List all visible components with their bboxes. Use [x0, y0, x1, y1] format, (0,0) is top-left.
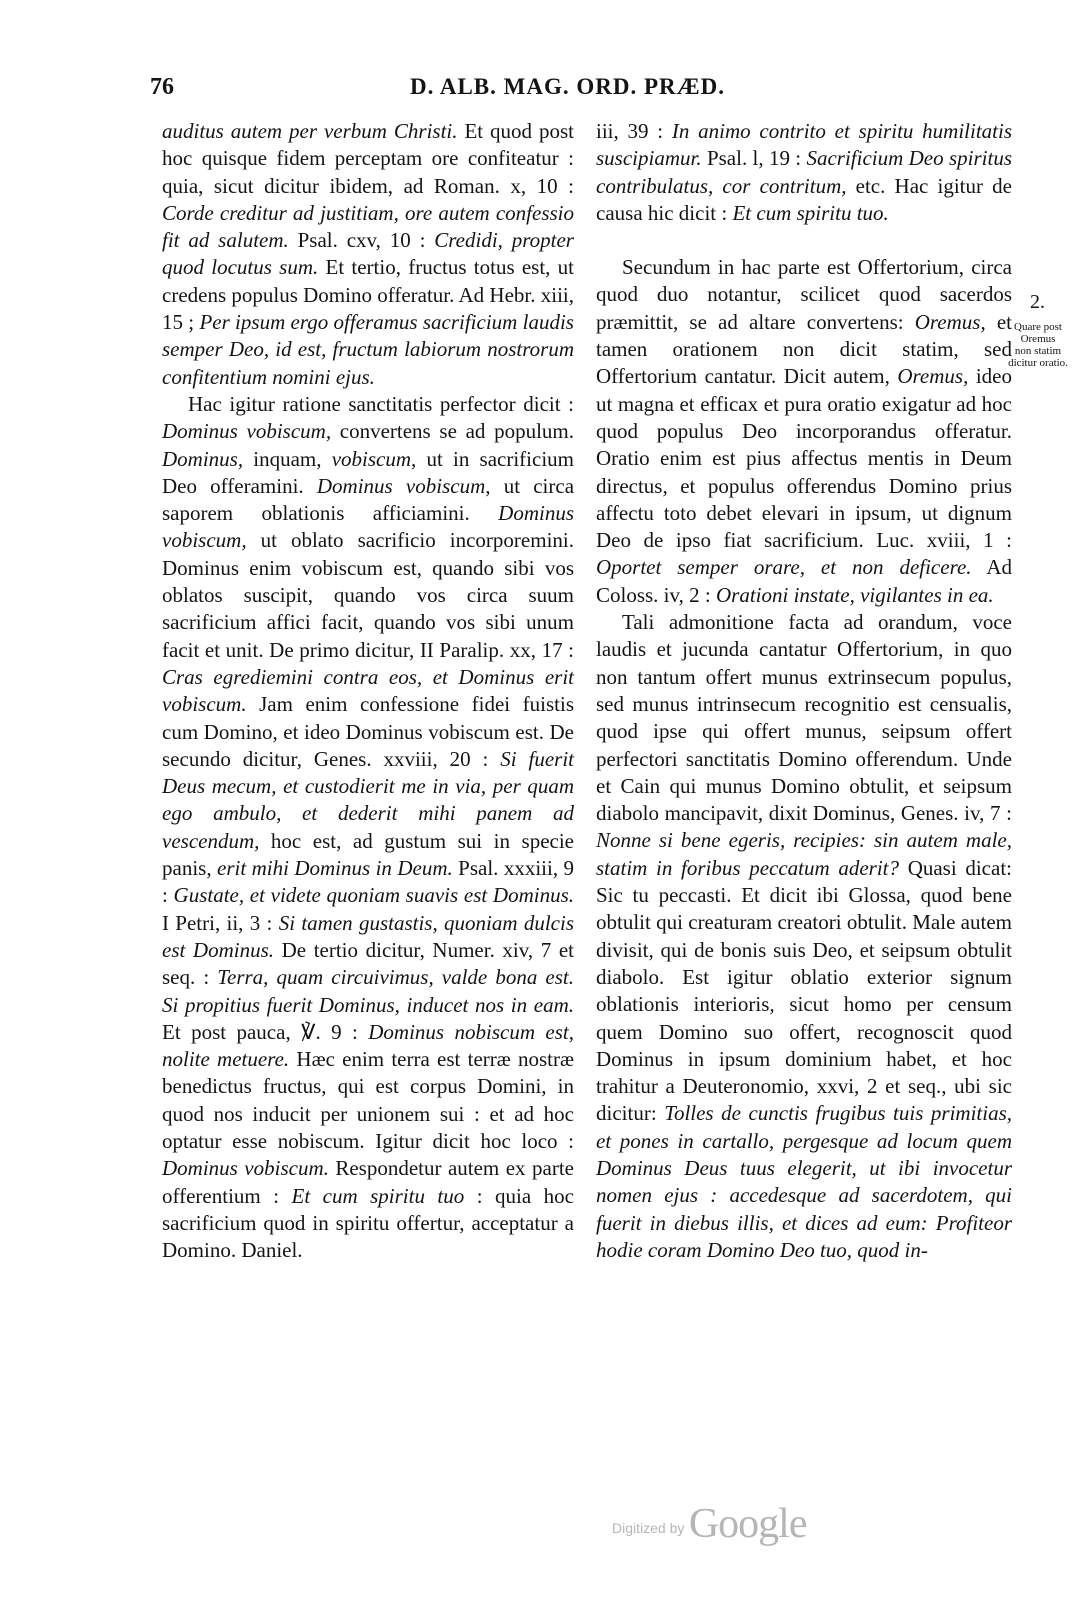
left-column — [162, 118, 574, 1264]
margin-section-number: 2. — [1030, 291, 1045, 313]
right-column — [596, 118, 1012, 1264]
watermark-prefix: Digitized by — [612, 1520, 685, 1536]
margin-note-line: Oremus — [1020, 333, 1056, 345]
margin-note-line: dicitur oratio. — [1008, 357, 1068, 369]
running-head: D. ALB. MAG. ORD. PRÆD. — [410, 74, 725, 99]
page-number: 76 — [150, 74, 174, 100]
google-logo: Google — [688, 1501, 807, 1547]
left-paragraph-2: Hac igitur ratione sanctitatis perfector dicit : Dominus vobiscum, convertens se ad populum. Dominus, inquam, vobiscum, ut in sacrificium Deo offeramini. Dominus vobiscum, ut circa saporem oblationis afficiamini. Dominus vobiscum, ut oblato sacrificio incorporemini. Dominus enim vobiscum est, quando sibi vos oblatos suscipit, quando vos circa suum sacrificium affici facit, quando vos sibi unum facit et unit. De primo dicitur, II Paralip. xx, 17 : Cras egrediemini contra eos, et Dominus erit vobiscum. Jam enim confessione fidei fuistis cum Domino, et ideo Dominus vobiscum est. De secundo dicitur, Genes. xxviii, 20 : Si fuerit Deus mecum, et custodierit me in via, per quam ego ambulo, et dederit mihi panem ad vescendum, hoc est, ad gustum sui in specie panis, erit mihi Dominus in Deum. Psal. xxxiii, 9 : Gustate, et videte quoniam suavis est Dominus. I Petri, ii, 3 : Si tamen gustastis, quoniam dulcis est Dominus. De tertio dicitur, Numer. xiv, 7 et seq. : Terra, quam circuivimus, valde bona est. Si propitius fuerit Dominus, inducet nos in eam. Et post pauca, ℣. 9 : Dominus nobiscum est, nolite metuere. Hæc enim terra est terræ nostræ benedictus fructus, qui est corpus Domini, in quod nos inducit per unionem sui : et ad hoc optatur esse nobiscum. Igitur dicit hoc loco : Dominus vobiscum. Respondetur autem ex parte offerentium : Et cum spiritu tuo : quia hoc sacrificium quod in spiritu offertur, acceptatur a Domino. Daniel. — [162, 391, 575, 1263]
right-paragraph-2: Secundum in hac parte est Offertorium, circa quod duo notantur, scilicet quod sacerdos præmittit, se ad altare convertens: Oremus, et tamen orationem non dicit statim, sed Offertorium cantatur. Dicit autem, Oremus, ideo ut magna et efficax et pura oratio exigatur ad hoc quod populus Deo incorporandus offeratur. Oratio enim est pius affectus mentis in Deum directus, et populus offerendus Domino prius affectu toto debet elevari in ipsum, ut dignum Deo de ipso fiat sacrificium. Luc. xviii, 1 : Oportet semper orare, et non deficere. Ad Coloss. iv, 2 : Orationi instate, vigilantes in ea. — [596, 255, 1013, 607]
margin-note — [1004, 321, 1072, 369]
right-paragraph-3: Tali admonitione facta ad orandum, voce laudis et jucunda cantatur Offertorium, in quo non tantum offert munus extrinsecum populus, sed munus intrinsecum recognitio est censualis, quod ipse qui offert munus, seipsum offert perfectori sanctitatis Domino offerendum. Unde et Cain qui munus Domino obtulit, et seipsum diabolo mancipavit, dixit Dominus, Genes. iv, 7 : Nonne si bene egeris, recipies: sin autem male, statim in foribus peccatum aderit? Quasi dicat: Sic tu peccasti. Et dicit ibi Glossa, quod bene obtulit qui creaturam creatori obtulit. Male autem divisit, qui de bonis suis Deo, et seipsum obtulit diabolo. Est igitur oblatio exterior signum oblationis interioris, sicut homo per censum quem Domino suo offert, recognoscit quod Dominus in ipsum dominium habet, et hoc trahitur a Deuteronomio, xxvi, 2 et seq., ubi sic dicitur: Tolles de cunctis frugibus tuis primitias, et pones in cartallo, pergesque ad locum quem Dominus Deus tuus elegerit, ut ibi invocetur nomen ejus : accedesque ad sacerdotem, qui fuerit in diebus illis, et dices ad eum: Profiteor hodie coram Domino Deo tuo, quod in- — [596, 610, 1013, 1262]
right-paragraph-1: iii, 39 : In animo contrito et spiritu humilitatis suscipiamur. Psal. l, 19 : Sacrificium Deo spiritus contribulatus, cor contritum, etc. Hac igitur de causa hic dicit : Et cum spiritu tuo. — [596, 119, 1013, 225]
margin-note-line: Quare post — [1014, 321, 1062, 333]
left-paragraph-1: auditus autem per verbum Christi. Et quod post hoc quisque fidem perceptam ore confiteatur : quia, sicut dicitur ibidem, ad Roman. x, 10 : Corde creditur ad justitiam, ore autem confessio fit ad salutem. Psal. cxv, 10 : Credidi, propter quod locutus sum. Et tertio, fructus totus est, ut credens populus Domino offeratur. Ad Hebr. xiii, 15 ; Per ipsum ergo offeramus sacrificium laudis semper Deo, id est, fructum labiorum nostrorum confitentium nomini ejus. — [162, 119, 575, 389]
digitized-watermark — [612, 1500, 806, 1548]
margin-note-line: non statim — [1014, 345, 1062, 357]
